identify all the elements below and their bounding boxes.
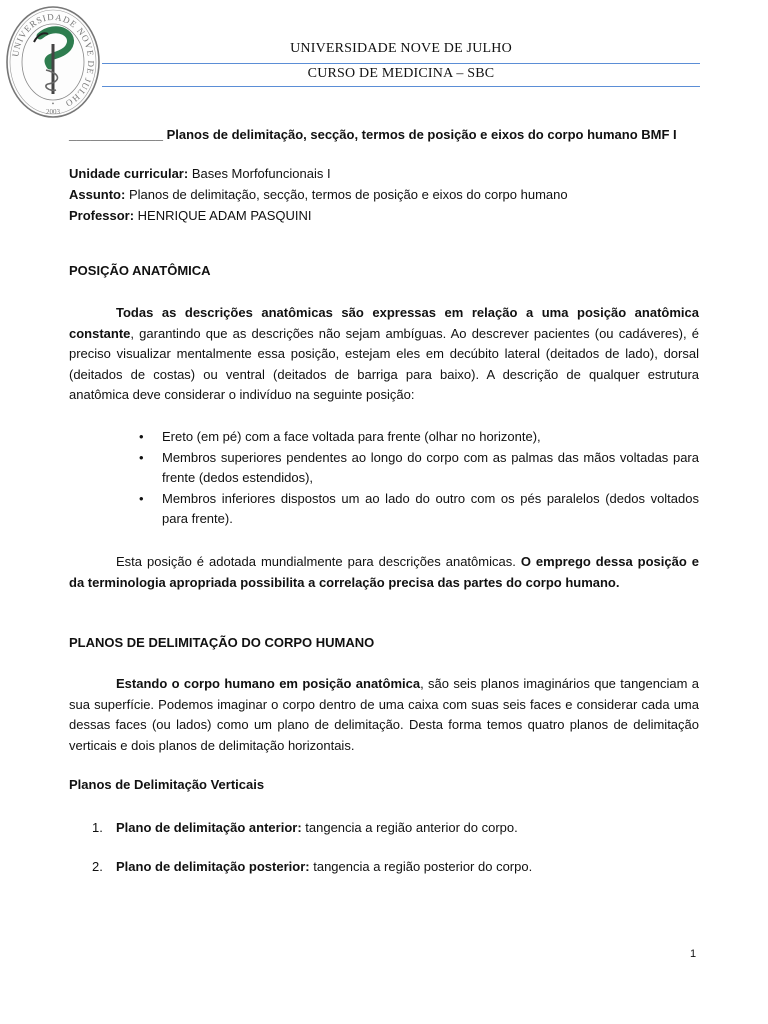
meta-value: HENRIQUE ADAM PASQUINI xyxy=(134,208,312,223)
item-number: 2. xyxy=(92,859,103,874)
svg-text:UNIVERSIDADE NOVE DE JULHO: UNIVERSIDADE NOVE DE JULHO xyxy=(10,11,97,110)
svg-text:•: • xyxy=(51,100,55,108)
seal-year: 2003 xyxy=(46,108,60,116)
item-text: tangencia a região anterior do corpo. xyxy=(301,820,518,835)
meta-label: Professor: xyxy=(69,208,135,223)
list-item: • Membros superiores pendentes ao longo do corpo com as palmas das mãos voltadas para frente (dedos estendidos), xyxy=(139,449,699,485)
paragraph: Esta posição é adotada mundialmente para descrições anatômicas. O emprego dessa posição e da terminologia apropriada possibilita a correlação precisa das partes do corpo humano. xyxy=(69,554,699,590)
item-label: Plano de delimitação posterior: xyxy=(116,859,310,874)
document-meta xyxy=(69,164,699,227)
university-name: UNIVERSIDADE NOVE DE JULHO xyxy=(290,41,512,56)
subsection-heading: Planos de Delimitação Verticais xyxy=(69,777,265,792)
document-title: _____________ Planos de delimitação, secção, termos de posição e eixos do corpo humano BMF I xyxy=(69,127,677,142)
page-number: 1 xyxy=(690,948,697,960)
list-item: • Membros inferiores dispostos um ao lado do outro com os pés paralelos (dedos voltados para frente). xyxy=(139,490,699,526)
bullet-icon: • xyxy=(139,429,144,444)
section-heading: PLANOS DE DELIMITAÇÃO DO CORPO HUMANO xyxy=(69,635,375,650)
meta-label: Unidade curricular: xyxy=(69,166,189,181)
numbered-item xyxy=(69,857,699,877)
bullet-icon: • xyxy=(139,490,144,506)
section-heading: POSIÇÃO ANATÔMICA xyxy=(69,263,211,278)
meta-row-subject xyxy=(69,185,699,206)
list-item: • Ereto (em pé) com a face voltada para frente (olhar no horizonte), xyxy=(69,427,699,448)
item-number: 1. xyxy=(92,820,103,835)
meta-value: Planos de delimitação, secção, termos de posição e eixos do corpo humano xyxy=(125,187,568,202)
numbered-item xyxy=(69,818,699,838)
header-divider xyxy=(102,63,700,64)
meta-value: Bases Morfofuncionais I xyxy=(188,166,331,181)
item-label: Plano de delimitação anterior: xyxy=(116,820,302,835)
course-name: CURSO DE MEDICINA – SBC xyxy=(307,66,495,81)
header-divider xyxy=(102,86,700,87)
bullet-icon: • xyxy=(139,449,144,465)
meta-row-professor xyxy=(69,206,699,227)
bullet-list xyxy=(69,427,699,530)
item-text: tangencia a região posterior do corpo. xyxy=(309,859,533,874)
meta-label: Assunto: xyxy=(69,187,126,202)
meta-row-unit xyxy=(69,164,699,185)
paragraph: Todas as descrições anatômicas são expressas em relação a uma posição anatômica constante, garantindo que as descrições não sejam ambíguas. Ao descrever pacientes (ou cadáveres), é preciso visualizar mentalmente essa posição, estejam eles em decúbito lateral (deitados de lado), dorsal (deitados de costas) ou ventral (deitados de barriga para baixo). A descrição de qualquer estrutura anatômica deve considerar o indivíduo na seguinte posição: xyxy=(69,305,699,402)
paragraph: Estando o corpo humano em posição anatômica, são seis planos imaginários que tangenciam a sua superfície. Podemos imaginar o corpo dentro de uma caixa com suas seis faces e considerar cada uma dessas faces (ou lados) como um plano de delimitação. Desta forma temos quatro planos de delimitação verticais e dois planos de delimitação horizontais. xyxy=(69,676,699,753)
university-seal-logo xyxy=(4,4,102,120)
